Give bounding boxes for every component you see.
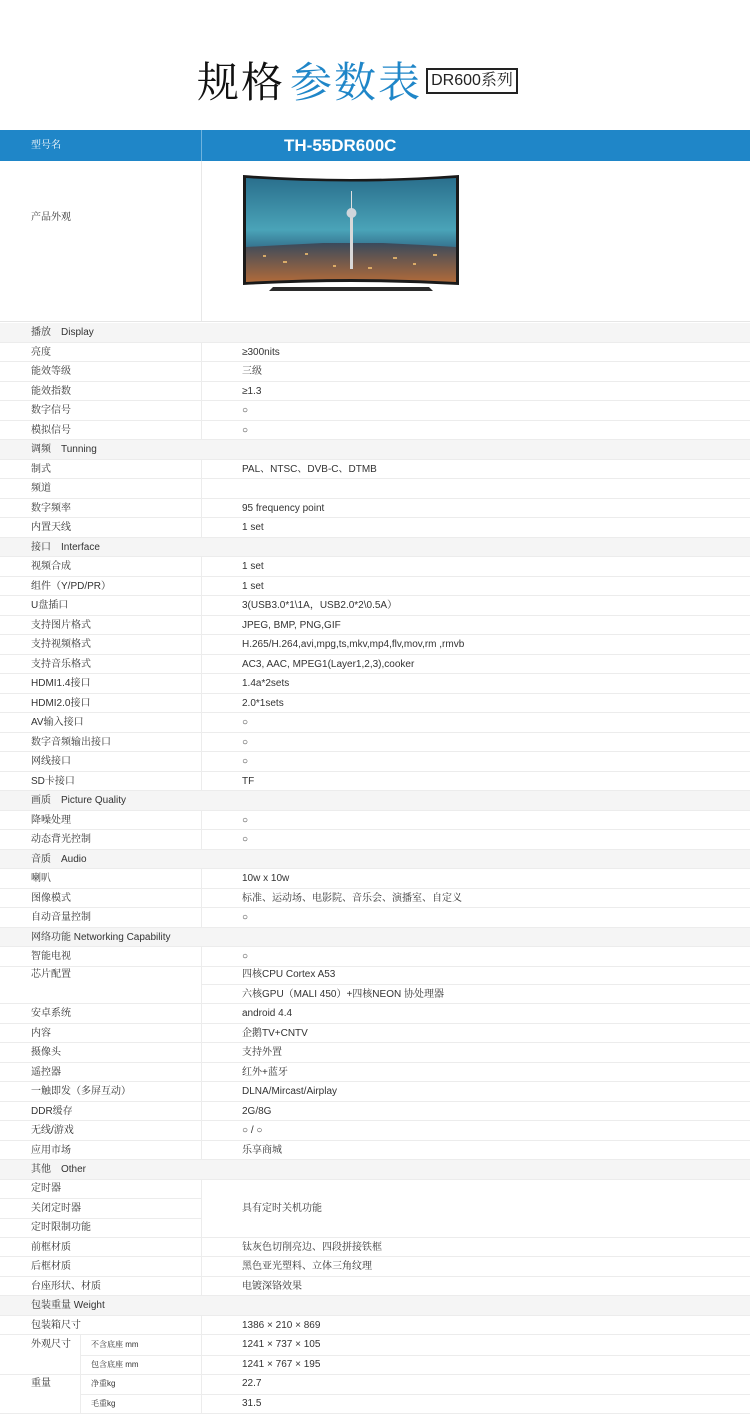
spec-label: 喇叭 [31,873,51,884]
product-appearance-row [0,161,750,322]
model-name: TH-55DR600C [284,136,397,155]
spec-row [0,889,750,909]
section-title: 播放 Display [31,327,94,338]
spec-value: 2G/8G [242,1105,272,1117]
spec-value: TF [242,775,255,787]
spec-label: 无线/游戏 [31,1125,74,1136]
spec-row [0,674,750,694]
section-title: 网络功能 Networking Capability [31,931,171,943]
timer-label-1: 定时器 [31,1183,61,1194]
spec-value: JPEG, BMP, PNG,GIF [242,619,341,631]
section-header [0,791,750,811]
dims-row-2 [0,1355,750,1375]
series-badge: DR600系列 [426,68,518,94]
spec-row [0,479,750,499]
spec-row [0,1043,750,1063]
spec-value: 乐享商城 [242,1144,282,1156]
spec-value: 3(USB3.0*1\1A，USB2.0*2\0.5A） [242,600,398,611]
timer-label-2: 关闭定时器 [31,1202,81,1214]
spec-label: 图像模式 [31,892,71,904]
spec-value: 红外+蓝牙 [242,1066,288,1078]
title [0,0,750,130]
spec-row [0,616,750,636]
spec-label: 摄像头 [31,1047,61,1058]
spec-value: ○ [242,756,249,767]
spec-value: ○ [242,736,249,748]
weight-label: 重量 [31,1378,51,1389]
section-header [0,928,750,948]
spec-row [0,635,750,655]
section-header [0,850,750,870]
spec-row [0,557,750,577]
spec-value: 1386 × 210 × 869 [242,1319,321,1331]
chip-value-cpu: 四核CPU Cortex A53 [242,969,336,980]
spec-value: 1 set [242,580,264,592]
spec-label: SD卡接口 [31,775,75,787]
spec-row [0,401,750,421]
spec-row [0,1063,750,1083]
spec-label: 包装箱尺寸 [31,1319,81,1331]
spec-label: DDR缓存 [31,1105,73,1117]
model-label: 型号名 [31,140,61,151]
spec-value: ○ [242,405,249,416]
spec-row [0,421,750,441]
spec-label: 能效等级 [31,366,71,377]
spec-value: 电镀深铬效果 [242,1280,302,1292]
spec-value: ○ [242,834,249,845]
title-part2: 参数表 [290,59,423,106]
spec-row [0,1141,750,1161]
spec-label: U盘插口 [31,600,69,611]
spec-row [0,869,750,889]
spec-row [0,460,750,480]
spec-label: AV输入接口 [31,717,84,728]
spec-row [0,1277,750,1297]
spec-row [0,830,750,850]
spec-label: 内置天线 [31,522,71,533]
spec-value: 支持外置 [242,1047,282,1058]
spec-label: 安卓系统 [31,1008,71,1019]
spec-value: 2.0*1sets [242,697,284,709]
spec-value: 黑色亚光塑料、立体三角纹理 [242,1261,372,1272]
weight-sub-1: 净重kg [91,1379,116,1388]
spec-label: 数字音频输出接口 [31,736,111,748]
section-title: 音质 Audio [31,853,87,865]
spec-label: 后框材质 [31,1261,71,1272]
chip-label: 芯片配置 [31,969,71,980]
weight-val-1: 22.7 [242,1378,262,1389]
spec-row [0,947,750,967]
spec-row [0,343,750,363]
spec-row [0,1024,750,1044]
spec-row [0,1082,750,1102]
model-header [0,130,750,161]
weight-row-2 [0,1394,750,1414]
spec-label: 数字频率 [31,502,71,514]
spec-value: android 4.4 [242,1008,293,1019]
spec-row [0,713,750,733]
spec-row [0,1102,750,1122]
section-header [0,440,750,460]
section-title: 调频 Tunning [31,444,97,455]
spec-label: 动态背光控制 [31,834,91,845]
spec-row [0,1257,750,1277]
spec-row [0,499,750,519]
section-title: 其他 Other [31,1164,87,1175]
spec-label: 组件（Y/PD/PR） [31,580,112,592]
spec-label: 一触即发（多屏互动） [31,1086,131,1097]
spec-value: ○ [242,912,249,923]
spec-label: 能效指数 [31,385,71,397]
section-header [0,1160,750,1180]
spec-value: 95 frequency point [242,502,325,514]
spec-value: ○ / ○ [242,1125,263,1136]
tv-product-image [243,175,459,301]
dims-row-1 [0,1335,750,1355]
spec-row [0,752,750,772]
spec-value: ○ [242,814,249,826]
spec-label: 支持图片格式 [31,619,91,631]
spec-label: 应用市场 [31,1144,71,1156]
spec-label: 网线接口 [31,756,71,767]
spec-value: 标准、运动场、电影院、音乐会、演播室、自定义 [242,892,462,904]
spec-value: AC3, AAC, MPEG1(Layer1,2,3),cooker [242,658,415,670]
spec-row [0,733,750,753]
spec-row [0,596,750,616]
spec-row [0,908,750,928]
spec-row [0,811,750,831]
spec-label: 内容 [31,1027,51,1039]
dims-sub-1: 不含底座 mm [91,1340,139,1349]
spec-label: HDMI1.4接口 [31,678,91,689]
spec-row [0,1121,750,1141]
spec-label: 智能电视 [31,951,71,962]
spec-label: 频道 [31,483,51,494]
spec-label: HDMI2.0接口 [31,697,91,709]
section-header [0,538,750,558]
spec-label: 制式 [31,463,51,475]
spec-label: 支持音乐格式 [31,658,91,670]
spec-value: 10w x 10w [242,873,290,884]
spec-value: 1 set [242,561,264,572]
spec-row [0,1004,750,1024]
section-header [0,323,750,343]
weight-val-2: 31.5 [242,1397,262,1409]
spec-value: 1 set [242,522,264,533]
timer-label-3: 定时限制功能 [31,1222,91,1233]
spec-row [0,772,750,792]
spec-label: 支持视频格式 [31,639,91,650]
spec-label: 数字信号 [31,405,71,416]
spec-label: 自动音量控制 [31,912,91,923]
spec-row [0,577,750,597]
spec-label: 模拟信号 [31,424,71,436]
section-title: 画质 Picture Quality [31,795,127,806]
chip-value-gpu: 六核GPU（MALI 450）+四核NEON 协处理器 [242,988,444,1000]
spec-value: ≥300nits [242,346,280,358]
spec-label: 台座形状、材质 [31,1280,101,1292]
section-header [0,1296,750,1316]
spec-value: H.265/H.264,avi,mpg,ts,mkv,mp4,flv,mov,rm ,rmvb [242,639,465,650]
spec-value: 企鹅TV+CNTV [242,1027,308,1039]
spec-row [0,362,750,382]
spec-value: ○ [242,424,249,436]
dims-label: 外观尺寸 [31,1339,71,1350]
section-title: 包装重量 Weight [31,1300,105,1311]
spec-value: ≥1.3 [242,385,262,397]
weight-row-1 [0,1374,750,1394]
product-label: 产品外观 [31,212,71,223]
spec-value: 钛灰色切削亮边、四段拼接铁框 [242,1241,382,1253]
weight-sub-2: 毛重kg [91,1398,116,1408]
spec-row [0,655,750,675]
timer-value: 具有定时关机功能 [242,1202,322,1214]
spec-label: 亮度 [31,346,51,358]
spec-value: ○ [242,717,249,728]
dims-val-1: 1241 × 737 × 105 [242,1339,321,1350]
spec-row [0,1316,750,1336]
spec-value: 1.4a*2sets [242,678,290,689]
spec-label: 视频合成 [31,561,71,572]
spec-value: PAL、NTSC、DVB-C、DTMB [242,463,377,475]
spec-label: 降噪处理 [31,814,71,826]
spec-label: 前框材质 [31,1241,71,1253]
spec-value: DLNA/Mircast/Airplay [242,1086,338,1097]
spec-row [0,1238,750,1258]
spec-row [0,694,750,714]
spec-row [0,382,750,402]
spec-value: 三级 [242,366,262,377]
title-part1: 规格 [197,59,286,106]
spec-label: 遥控器 [31,1066,61,1078]
spec-value: ○ [242,951,249,962]
spec-row [0,518,750,538]
section-title: 接口 Interface [31,541,100,553]
dims-val-2: 1241 × 767 × 195 [242,1358,321,1370]
dims-sub-2: 包含底座 mm [91,1359,139,1369]
